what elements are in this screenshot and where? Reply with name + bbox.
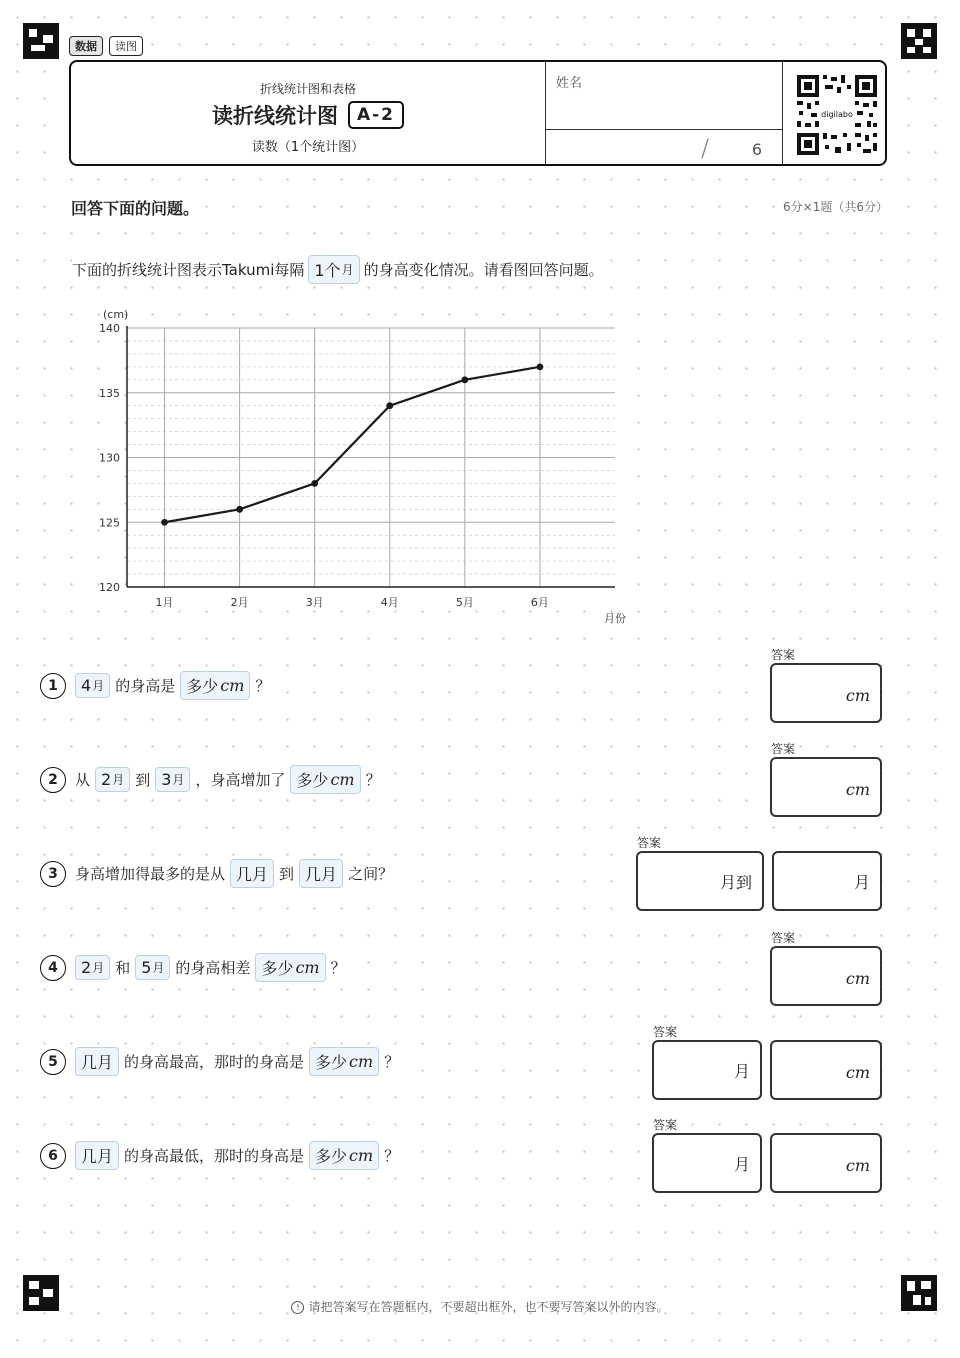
- header-subtitle: 折线统计图和表格: [259, 82, 356, 96]
- name-divider: [546, 129, 782, 130]
- name-label: 姓名: [556, 76, 583, 91]
- x-tick-label: 2月: [230, 596, 249, 609]
- intro-interval-number: 1个: [314, 261, 341, 280]
- how-much-highlight: 多少 cm: [309, 1141, 379, 1170]
- header-note: 读数（1个统计图）: [251, 140, 365, 155]
- question-2: [40, 765, 385, 794]
- qr-code-icon: [795, 73, 879, 157]
- data-point: [386, 402, 393, 409]
- line-chart: [95, 300, 635, 630]
- page-title: 读折线统计图: [211, 104, 338, 128]
- unit-month: 月: [733, 1062, 750, 1081]
- y-tick-label: 125: [99, 516, 120, 530]
- question-tail: 之间？: [348, 865, 394, 883]
- which-month-highlight: 几月: [230, 859, 274, 888]
- answer-label-6: 答案: [653, 1118, 678, 1132]
- corner-marker-top-right: [901, 23, 937, 59]
- answer-box-5-height[interactable]: [770, 1040, 882, 1100]
- question-text: 的身高最高，那时的身高是: [124, 1053, 305, 1071]
- name-score-area: [545, 62, 783, 164]
- question-3: [40, 859, 397, 888]
- y-tick-label: 135: [99, 386, 120, 400]
- question-number: 3: [40, 861, 66, 887]
- question-5: [40, 1047, 403, 1076]
- question-text: 从: [75, 771, 91, 789]
- question-tail: ？: [384, 1053, 400, 1071]
- unit-cm: cm: [845, 1063, 870, 1082]
- answer-box-3-from-month[interactable]: [636, 851, 764, 911]
- y-tick-label: 130: [99, 451, 120, 465]
- question-text: 身高增加得最多的是从: [75, 865, 226, 883]
- x-tick-label: 3月: [305, 596, 324, 609]
- question-1: [40, 671, 274, 700]
- y-tick-label: 140: [99, 322, 120, 335]
- how-much-highlight: 多少 cm: [180, 671, 250, 700]
- x-tick-label: 5月: [455, 596, 474, 609]
- x-axis-label: 月份: [604, 612, 626, 625]
- score-total: 6: [751, 140, 762, 159]
- answer-label-3: 答案: [637, 836, 662, 850]
- question-text: ，身高增加了: [195, 771, 286, 789]
- answer-box-5-month[interactable]: [652, 1040, 762, 1100]
- question-6: [40, 1141, 403, 1170]
- unit-month: 月: [853, 873, 870, 892]
- corner-marker-top-left: [23, 23, 59, 59]
- data-point: [461, 376, 468, 383]
- which-month-highlight: 几月: [299, 859, 343, 888]
- header-title-row: [71, 100, 545, 130]
- y-axis-label: (cm): [103, 308, 129, 321]
- tag-read-chart: 读图: [109, 36, 143, 56]
- x-tick-label: 6月: [530, 596, 549, 609]
- intro-text: [72, 255, 604, 284]
- answer-box-1[interactable]: [770, 663, 882, 723]
- data-point: [236, 506, 243, 513]
- month-highlight: 4 月: [75, 673, 110, 698]
- unit-cm: cm: [845, 686, 870, 705]
- answer-box-4[interactable]: [770, 946, 882, 1006]
- intro-after: 的身高变化情况。请看图回答问题。: [363, 261, 604, 279]
- which-month-highlight: 几月: [75, 1047, 119, 1076]
- footer-text: 请把答案写在答题框内，不要超出框外，也不要写答案以外的内容。: [308, 1300, 669, 1314]
- points-info: 6分×1题（共6分）: [783, 200, 888, 214]
- intro-before: 下面的折线统计图表示Takumi每隔: [72, 261, 305, 279]
- tag-data: 数据: [69, 36, 103, 56]
- how-much-highlight: 多少 cm: [309, 1047, 379, 1076]
- month-highlight: 2 月: [75, 955, 110, 980]
- header-title-area: [71, 62, 545, 164]
- answer-box-6-month[interactable]: [652, 1133, 762, 1193]
- answer-box-3-to-month[interactable]: [772, 851, 882, 911]
- unit-cm: cm: [845, 969, 870, 988]
- question-number: 5: [40, 1049, 66, 1075]
- question-tail: ？: [330, 959, 346, 977]
- worksheet-header: [69, 60, 887, 166]
- which-month-highlight: 几月: [75, 1141, 119, 1170]
- question-text: 和: [115, 959, 131, 977]
- answer-box-2[interactable]: [770, 757, 882, 817]
- question-number: 2: [40, 767, 66, 793]
- data-point: [311, 480, 318, 487]
- question-number: 4: [40, 955, 66, 981]
- unit-month-to: 月到: [719, 873, 752, 892]
- month-highlight: 2 月: [95, 767, 130, 792]
- question-text: 的身高最低，那时的身高是: [124, 1147, 305, 1165]
- question-number: 1: [40, 673, 66, 699]
- answer-box-6-height[interactable]: [770, 1133, 882, 1193]
- info-icon: !: [291, 1301, 304, 1314]
- intro-interval-highlight: [308, 255, 359, 284]
- question-text: 的身高是: [115, 677, 176, 695]
- footer-notice: [0, 1298, 960, 1315]
- how-much-highlight: 多少 cm: [290, 765, 360, 794]
- data-point: [537, 363, 544, 370]
- question-text: 的身高相差: [175, 959, 251, 977]
- question-text: 到: [279, 865, 295, 883]
- y-tick-label: 120: [99, 581, 120, 594]
- worksheet-code: A-2: [348, 101, 404, 129]
- question-number: 6: [40, 1143, 66, 1169]
- score-slash: /: [701, 134, 710, 162]
- instruction-heading: 回答下面的问题。: [69, 196, 201, 219]
- qr-label: digilabo: [821, 110, 853, 119]
- month-highlight: 5 月: [135, 955, 170, 980]
- category-tags: [69, 36, 143, 56]
- question-4: [40, 953, 350, 982]
- intro-interval-unit: 月: [341, 263, 354, 277]
- question-tail: ？: [365, 771, 381, 789]
- x-tick-label: 1月: [155, 596, 174, 609]
- question-tail: ？: [384, 1147, 400, 1165]
- data-point: [161, 519, 168, 526]
- unit-month: 月: [733, 1155, 750, 1174]
- question-tail: ？: [255, 677, 271, 695]
- month-highlight: 3 月: [155, 767, 190, 792]
- answer-label-5: 答案: [653, 1025, 678, 1039]
- unit-cm: cm: [845, 1156, 870, 1175]
- answer-label-4: 答案: [771, 931, 796, 945]
- x-tick-label: 4月: [380, 596, 399, 609]
- question-text: 到: [135, 771, 151, 789]
- answer-label-1: 答案: [771, 648, 796, 662]
- unit-cm: cm: [845, 780, 870, 799]
- how-much-highlight: 多少 cm: [255, 953, 325, 982]
- answer-label-2: 答案: [771, 742, 796, 756]
